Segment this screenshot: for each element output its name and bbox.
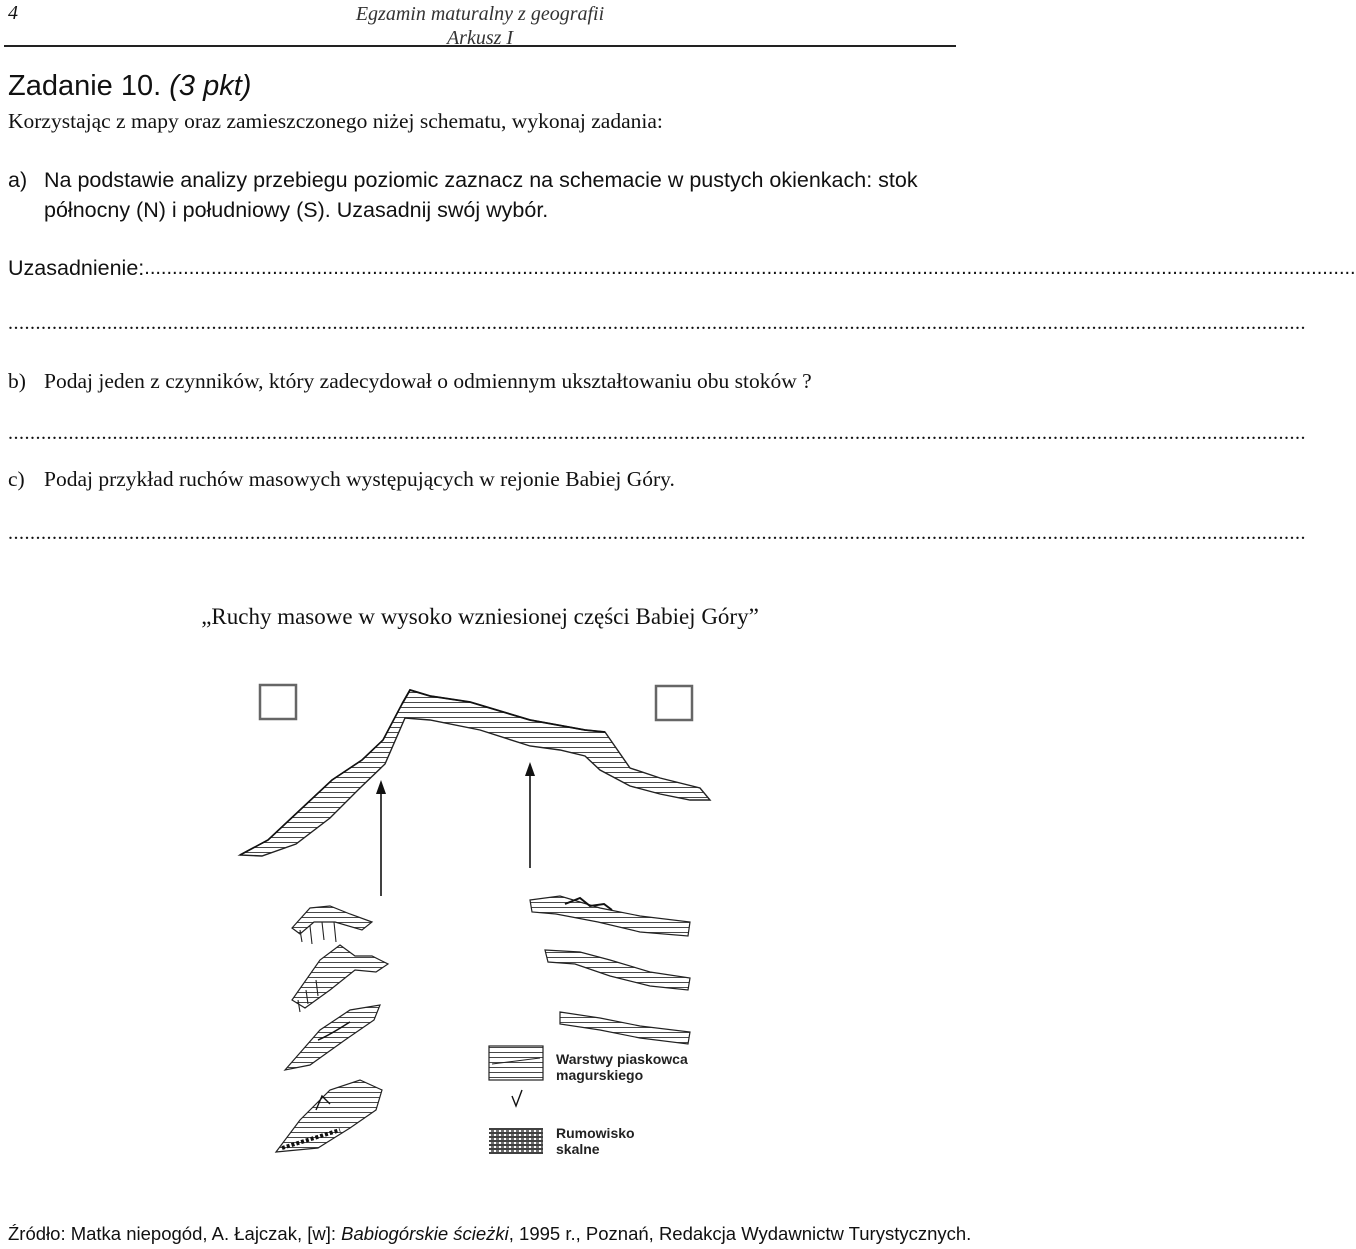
question-a — [8, 165, 952, 225]
page-number: 4 — [8, 2, 18, 24]
question-a-label: a) — [8, 168, 28, 192]
header-sheet: Arkusz I — [446, 27, 514, 49]
task-points: (3 pkt) — [169, 70, 252, 102]
source-suffix: , 1995 r., Poznań, Redakcja Wydawnictw Turystycznych. — [508, 1223, 972, 1244]
header-exam-title: Egzamin maturalny z geografii — [355, 3, 605, 25]
legend-arrow-icon — [512, 1090, 522, 1106]
question-b-label: b) — [8, 369, 26, 393]
legend-layers-label — [556, 1051, 688, 1083]
north-south-box-left[interactable] — [260, 685, 296, 719]
legend-layers-line2: magurskiego — [556, 1067, 644, 1083]
answer-line-b[interactable]: ............................................................................................................................................................................................................................................ — [8, 422, 1306, 444]
task-title — [8, 70, 251, 103]
mass-movement-diagram — [0, 660, 960, 1180]
question-a-text: Na podstawie analizy przebiegu poziomic zaznacz na schemacie w pustych okienkach: stok północny (N) i południowy (S). Uzasadnij swój wybór. — [44, 168, 918, 222]
question-b-text: Podaj jeden z czynników, który zadecydował o odmiennym ukształtowaniu obu stoków ? — [44, 369, 812, 393]
page-header — [250, 2, 710, 50]
question-b — [8, 366, 952, 396]
question-c-label: c) — [8, 467, 25, 491]
legend-rubble-line1: Rumowisko — [556, 1125, 635, 1141]
north-slope-stages — [276, 906, 388, 1152]
south-slope-stages — [530, 896, 690, 1044]
task-number: Zadanie 10. — [8, 70, 162, 102]
legend-rubble-line2: skalne — [556, 1141, 600, 1157]
justification-line[interactable] — [8, 253, 1356, 283]
legend-rubble-swatch — [489, 1128, 543, 1154]
answer-dots: .......................................................................................................................................................................................................................... — [144, 257, 1356, 279]
question-c — [8, 464, 952, 494]
source-prefix: Źródło: Matka niepogód, A. Łajczak, [w]: — [8, 1223, 342, 1244]
answer-line-a2[interactable]: ............................................................................................................................................................................................................................................ — [8, 312, 1306, 334]
legend-layers-line1: Warstwy piaskowca — [556, 1051, 688, 1067]
mountain-profile — [240, 690, 710, 856]
answer-line-c[interactable]: ............................................................................................................................................................................................................................................ — [8, 522, 1306, 544]
header-rule — [4, 45, 956, 47]
north-south-box-right[interactable] — [656, 686, 692, 720]
arrow-left — [376, 780, 386, 896]
figure-title: „Ruchy masowe w wysoko wzniesionej części Babiej Góry” — [201, 604, 759, 629]
source-citation — [8, 1223, 971, 1245]
task-intro: Korzystając z mapy oraz zamieszczonego niżej schematu, wykonaj zadania: — [8, 109, 663, 133]
legend-rubble-label — [556, 1125, 635, 1157]
legend — [489, 1046, 543, 1154]
justification-label: Uzasadnienie: — [8, 256, 145, 280]
question-c-text: Podaj przykład ruchów masowych występujących w rejonie Babiej Góry. — [44, 467, 675, 491]
arrow-right — [525, 762, 535, 868]
source-work: Babiogórskie ścieżki — [341, 1223, 509, 1244]
